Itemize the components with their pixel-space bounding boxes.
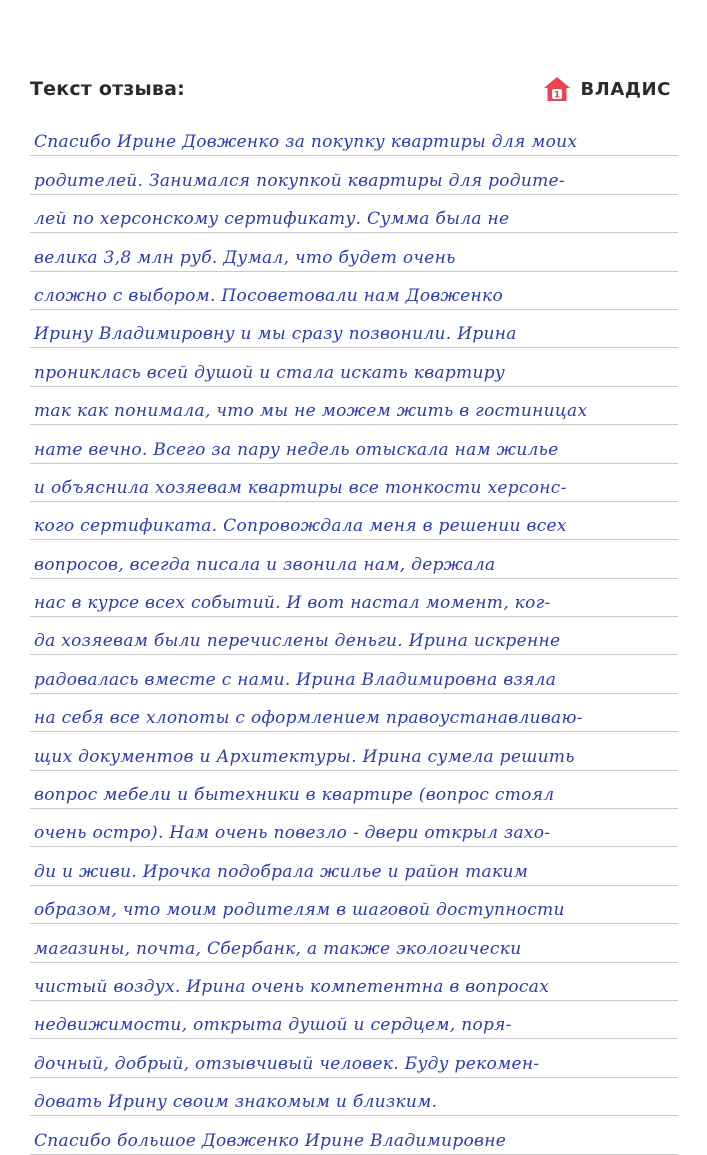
vladis-logo <box>543 76 671 102</box>
review-line <box>30 886 678 924</box>
review-line <box>30 1039 678 1077</box>
review-line-text: вопрос мебели и бытехники в квартире (вопрос стоял <box>34 785 555 806</box>
review-line-text: недвижимости, открыта душой и сердцем, поря- <box>34 1015 512 1036</box>
review-line-text: дочный, добрый, отзывчивый человек. Буду рекомен- <box>34 1053 540 1074</box>
review-line <box>30 272 678 310</box>
review-line-text: радовалась вместе с нами. Ирина Владимировна взяла <box>34 669 557 690</box>
review-line <box>30 694 678 732</box>
review-line <box>30 847 678 885</box>
review-line-text: прониклась всей душой и стала искать квартиру <box>34 362 506 383</box>
review-line <box>30 156 678 194</box>
review-line <box>30 425 678 463</box>
review-line <box>30 732 678 770</box>
review-line-text: да хозяевам были перечислены деньги. Ирина искренне <box>34 631 561 652</box>
review-line-text: очень остро). Нам очень повезло - двери открыл захо- <box>34 823 551 844</box>
review-line <box>30 387 678 425</box>
review-line <box>30 502 678 540</box>
logo-wordmark: ВЛАДИС <box>580 78 671 100</box>
review-line <box>30 771 678 809</box>
review-line <box>30 310 678 348</box>
review-line-text: ди и живи. Ирочка подобрала жилье и район таким <box>34 861 529 882</box>
review-line-text: кого сертификата. Сопровождала меня в решении всех <box>34 516 567 537</box>
review-line-text: родителей. Занимался покупкой квартиры для родите- <box>34 170 565 191</box>
review-line <box>30 963 678 1001</box>
review-line <box>30 195 678 233</box>
review-line-text: Спасибо большое Довженко Ирине Владимировне <box>34 1130 507 1151</box>
review-text-area <box>30 118 678 1155</box>
review-line-text: нате вечно. Всего за пару недель отыскала нам жилье <box>34 439 559 460</box>
review-line <box>30 233 678 271</box>
review-line <box>30 809 678 847</box>
page-title: Текст отзыва: <box>30 78 185 100</box>
review-line-text: так как понимала, что мы не можем жить в гостиницах <box>34 401 588 422</box>
review-line-text: сложно с выбором. Посоветовали нам Довженко <box>34 285 504 306</box>
review-line-text: велика 3,8 млн руб. Думал, что будет очень <box>34 247 456 268</box>
review-line-text: магазины, почта, Сбербанк, а также экологически <box>34 938 522 959</box>
review-line-text: Ирину Владимировну и мы сразу позвонили. Ирина <box>34 324 517 345</box>
review-line <box>30 617 678 655</box>
review-line-text: и объяснила хозяевам квартиры все тонкости херсонс- <box>34 477 567 498</box>
house-one-icon <box>543 76 571 102</box>
review-line-text: на себя все хлопоты с оформлением правоустанавливаю- <box>34 708 583 729</box>
review-line-text: Спасибо Ирине Довженко за покупку квартиры для моих <box>34 132 578 153</box>
review-line-text: щих документов и Архитектуры. Ирина сумела решить <box>34 746 575 767</box>
review-line <box>30 1001 678 1039</box>
review-line <box>30 579 678 617</box>
review-line-text: лей по херсонскому сертификату. Сумма была не <box>34 209 510 230</box>
review-line-text: вопросов, всегда писала и звонила нам, держала <box>34 554 496 575</box>
review-line-text: нас в курсе всех событий. И вот настал момент, ког- <box>34 593 551 614</box>
review-line <box>30 924 678 962</box>
review-line-text: довать Ирину своим знакомым и близким. <box>34 1092 438 1113</box>
review-line <box>30 464 678 502</box>
review-line <box>30 348 678 386</box>
review-line <box>30 655 678 693</box>
review-line <box>30 1078 678 1116</box>
review-line-text: чистый воздух. Ирина очень компетентна в вопросах <box>34 976 550 997</box>
review-line-text: образом, что моим родителям в шаговой доступности <box>34 900 565 921</box>
review-line <box>30 118 678 156</box>
review-line <box>30 540 678 578</box>
review-line <box>30 1116 678 1154</box>
logo-numeral: 1 <box>554 90 561 101</box>
